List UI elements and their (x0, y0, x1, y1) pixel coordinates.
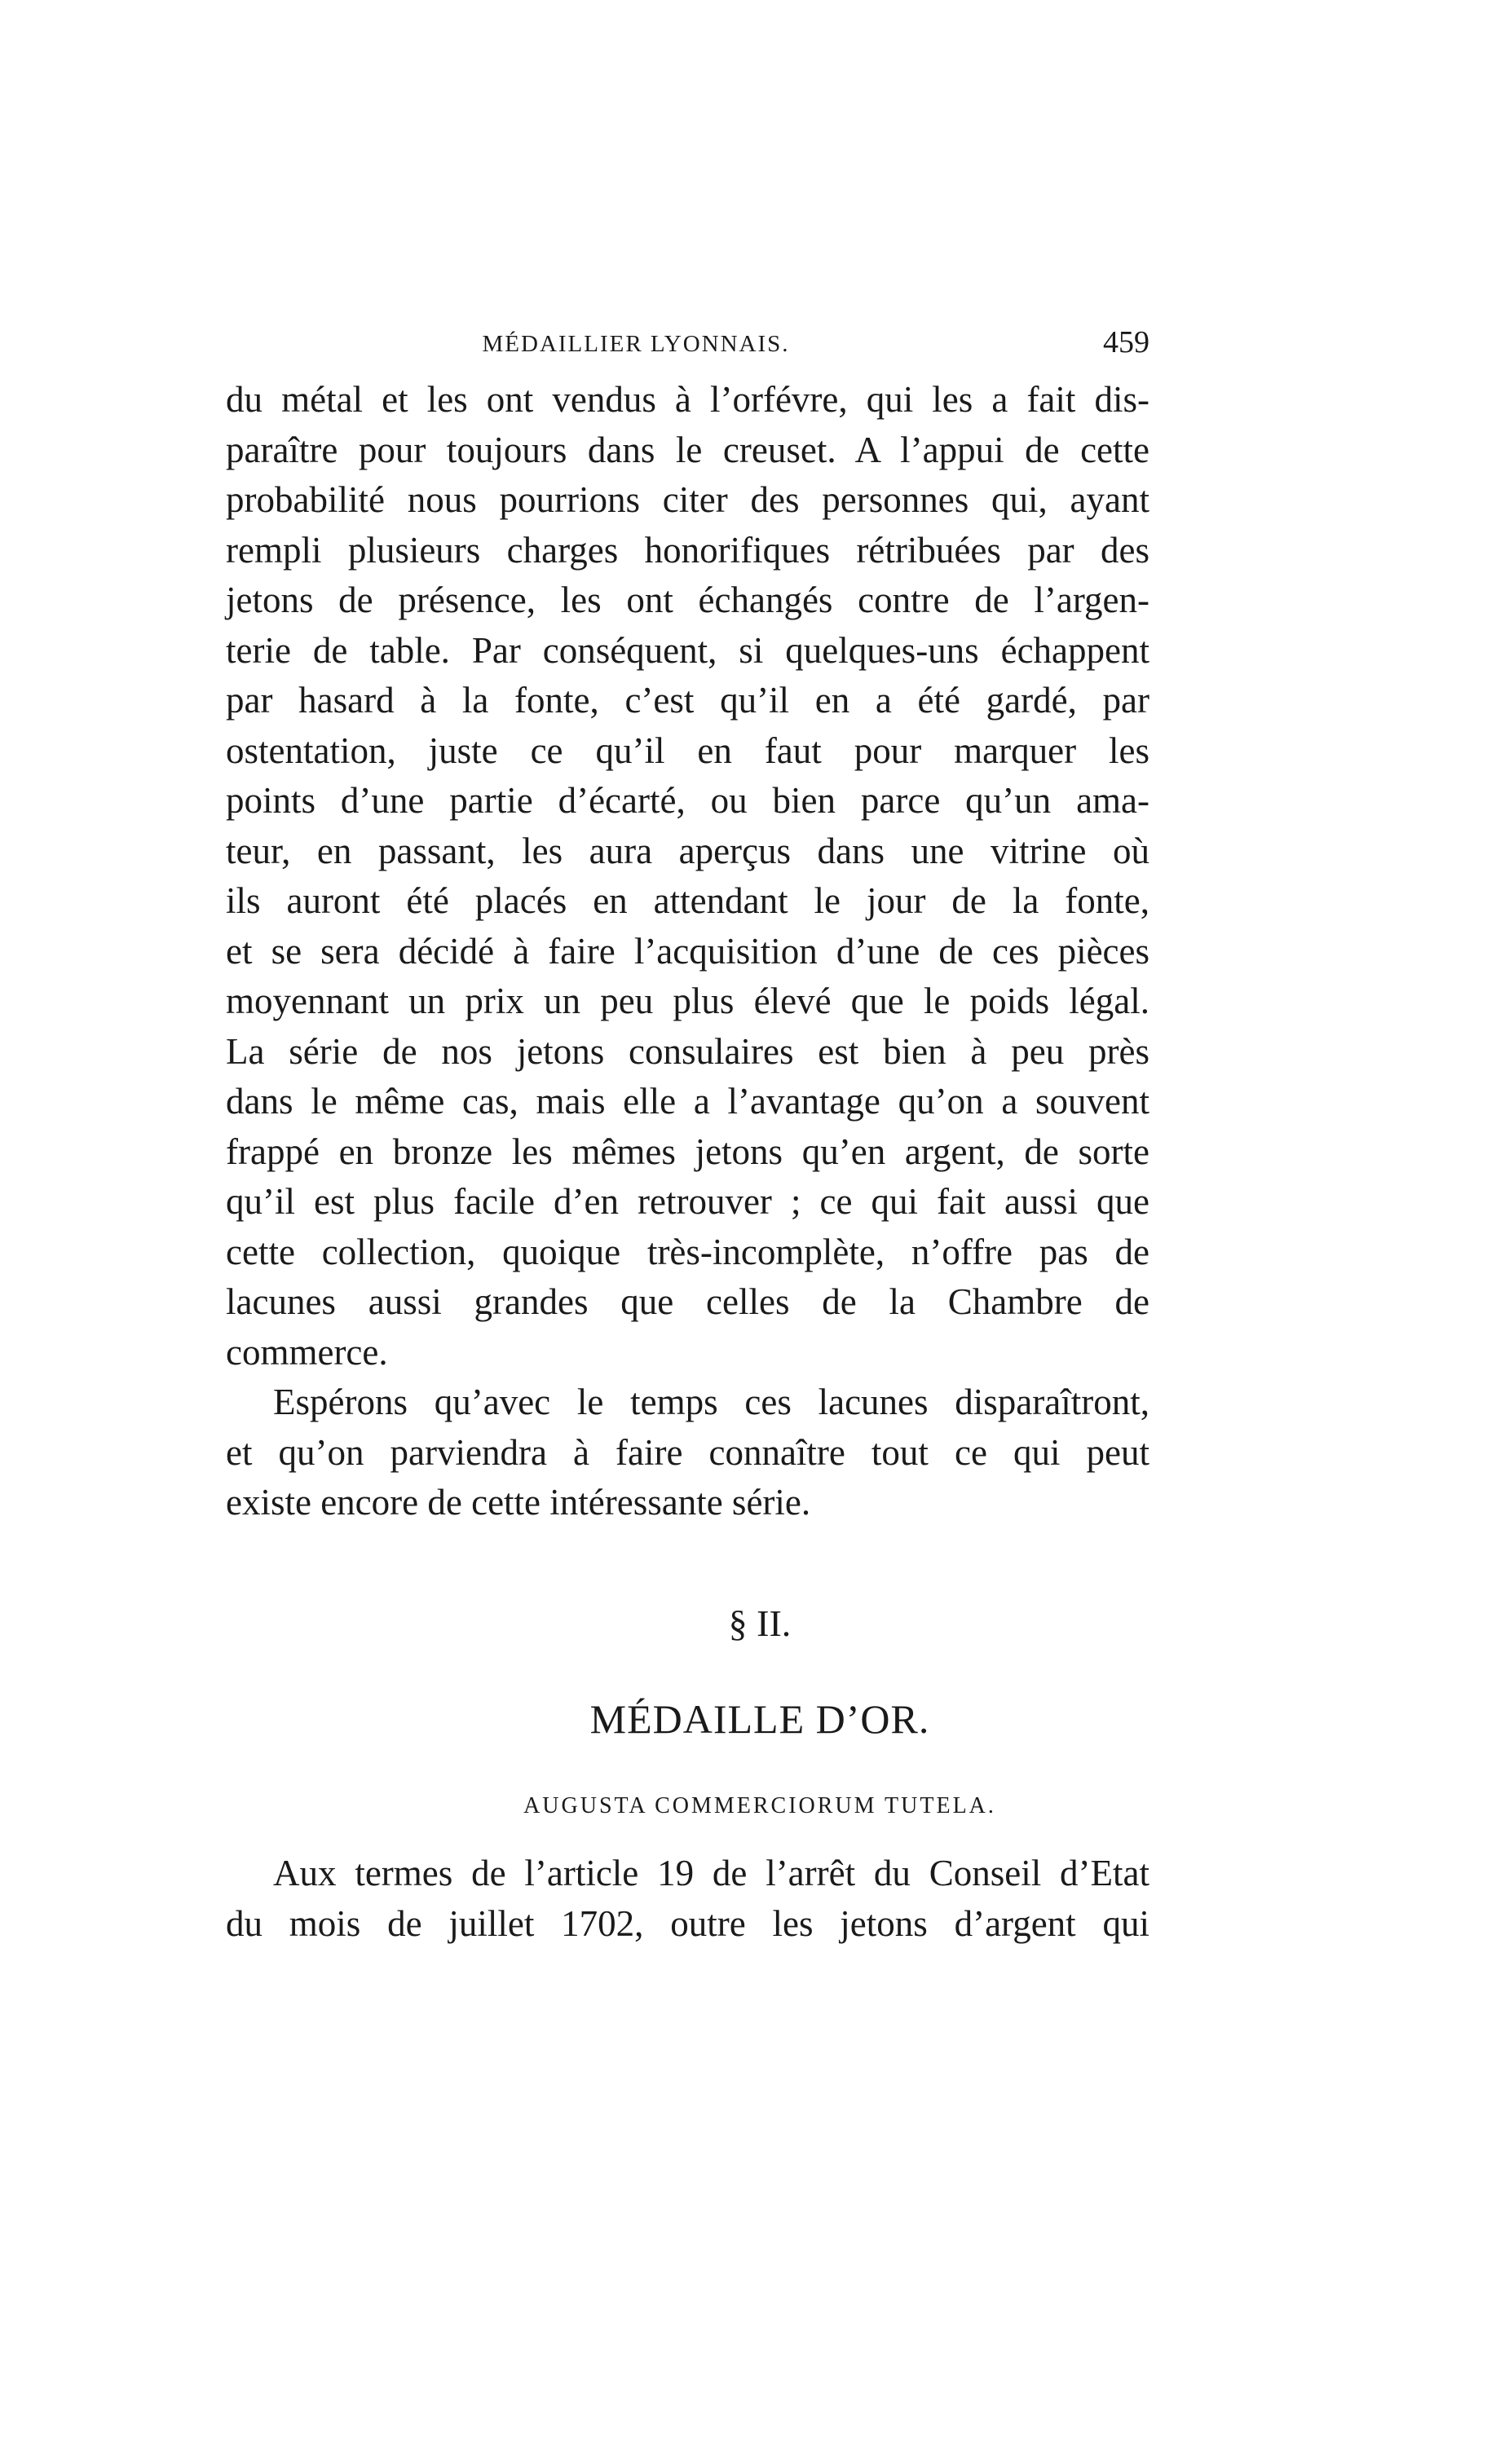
text-line: du mois de juillet 1702, outre les jetons d’argent qui (226, 1902, 1149, 1944)
text-line: et se sera décidé à faire l’acquisition d’une de ces pièces (226, 930, 1149, 972)
text-line: ostentation, juste ce qu’il en faut pour marquer les (226, 730, 1149, 771)
text-line: dans le même cas, mais elle a l’avantage qu’on a souvent (226, 1081, 1149, 1122)
text-line: La série de nos jetons consulaires est bien à peu près (226, 1030, 1149, 1072)
section-motto: AUGUSTA COMMERCIORUM TUTELA. (523, 1793, 996, 1818)
text-line: commerce. (226, 1331, 388, 1373)
text-line: ils auront été placés en attendant le jour de la fonte, (226, 880, 1149, 921)
running-head (228, 324, 1149, 365)
text-line: points d’une partie d’écarté, ou bien parce qu’un ama- (226, 780, 1149, 821)
text-line: du métal et les ont vendus à l’orfévre, qui les a fait dis- (226, 379, 1149, 420)
page-number: 459 (1103, 325, 1149, 359)
text-line: existe encore de cette intéressante série. (226, 1482, 811, 1523)
text-line: jetons de présence, les ont échangés contre de l’argen- (226, 580, 1149, 620)
text-line: moyennant un prix un peu plus élevé que le poids légal. (226, 981, 1149, 1021)
text-line: Aux termes de l’article 19 de l’arrêt du Conseil d’Etat (273, 1853, 1149, 1893)
text-line: par hasard à la fonte, c’est qu’il en a été gardé, par (226, 680, 1149, 721)
text-line: rempli plusieurs charges honorifiques rétribuées par des (226, 529, 1149, 571)
text-line: lacunes aussi grandes que celles de la Chambre de (226, 1281, 1149, 1322)
text-line: frappé en bronze les mêmes jetons qu’en argent, de sorte (226, 1131, 1149, 1172)
text-line: cette collection, quoique très-incomplète, n’offre pas de (226, 1231, 1149, 1272)
text-line: terie de table. Par conséquent, si quelques-uns échappent (226, 629, 1149, 671)
text-line: teur, en passant, les aura aperçus dans une vitrine où (226, 830, 1149, 871)
text-line: Espérons qu’avec le temps ces lacunes disparaîtront, (273, 1382, 1149, 1422)
text-line: et qu’on parviendra à faire connaître tout ce qui peut (226, 1431, 1149, 1473)
text-line: paraître pour toujours dans le creuset. A l’appui de cette (226, 429, 1149, 470)
section-body-text (226, 1849, 1149, 1949)
text-line: qu’il est plus facile d’en retrouver ; ce qui fait aussi que (226, 1181, 1149, 1222)
section-mark: § II. (728, 1602, 792, 1644)
section-title: MÉDAILLE D’OR. (589, 1696, 930, 1742)
running-title: MÉDAILLIER LYONNAIS. (482, 331, 790, 357)
body-text (226, 375, 1149, 1528)
text-line: probabilité nous pourrions citer des personnes qui, ayant (226, 479, 1149, 520)
